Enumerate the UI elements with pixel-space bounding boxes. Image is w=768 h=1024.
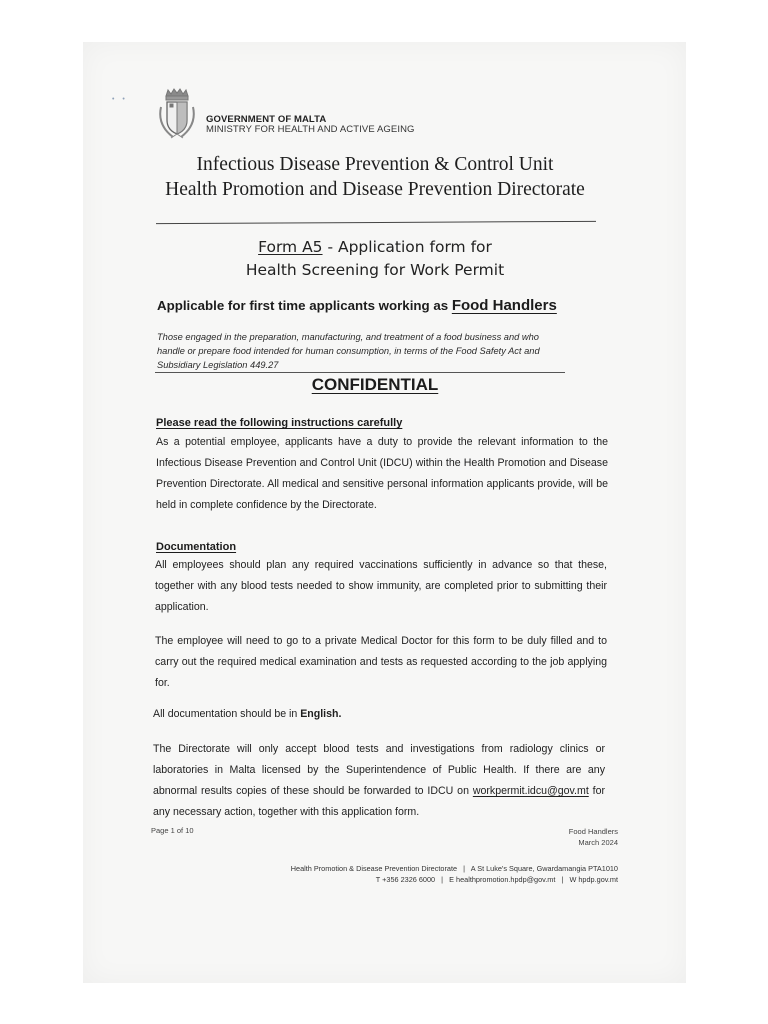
form-title-line2: Health Screening for Work Permit xyxy=(245,261,505,279)
unit-title xyxy=(140,152,610,202)
applicable-prefix: Applicable for first time applicants working as xyxy=(157,298,452,313)
labs-suffix: for any necessary action, together with this application form. xyxy=(153,785,605,818)
documentation-language xyxy=(153,704,605,725)
instructions-body: As a potential employee, applicants have a duty to provide the relevant information to the Infectious Disease Prevention and Control Unit (IDCU) within the Health Promotion and Disease Prevention Directorate. All medical and sensitive personal information applicants provide, will be held in complete confidence by the Directorate. xyxy=(156,436,608,511)
footer-doc-type: Food Handlers xyxy=(568,827,618,836)
language-prefix: All documentation should be in xyxy=(153,708,301,720)
documentation-vaccinations: All employees should plan any required vaccinations sufficiently in advance so that these, together with any blood tests needed to show immunity, are completed prior to submitting their application. xyxy=(155,559,607,613)
footer-contact-line: T +356 2326 6000 | E healthpromotion.hpdp@gov.mt | W hpdp.gov.mt xyxy=(375,874,618,884)
scan-specks: • • xyxy=(112,96,128,103)
food-handler-definition: Those engaged in the preparation, manufacturing, and treatment of a food business and who handle or prepare food intended for human consumption, in terms of the Food Safety Act and Subsidiary Legislation 449.27 xyxy=(157,332,540,370)
malta-coat-of-arms-icon xyxy=(153,87,201,143)
unit-line-2: Health Promotion and Disease Prevention Directorate xyxy=(165,179,585,200)
form-code: Form A5 xyxy=(258,238,323,256)
labs-text: The Directorate will only accept blood tests and investigations from radiology clinics or laboratories in Malta licensed by the Superintendence of Public Health. If there are any abnormal results copies of these should be forwarded to IDCU on xyxy=(153,743,605,797)
footer-address: Health Promotion & Disease Prevention Directorate | A St Luke's Square, Gwardamangia PTA1010 xyxy=(290,864,618,873)
form-title-rest: - Application form for xyxy=(322,238,492,256)
form-title xyxy=(140,236,610,282)
documentation-heading: Documentation xyxy=(156,541,237,553)
applicability-statement xyxy=(157,297,557,314)
footer-contact xyxy=(200,864,618,885)
ministry-name: MINISTRY FOR HEALTH AND ACTIVE AGEING xyxy=(206,124,415,135)
government-name: GOVERNMENT OF MALTA xyxy=(206,114,327,125)
confidential-label: CONFIDENTIAL xyxy=(311,375,439,394)
section-divider xyxy=(155,372,565,373)
unit-line-1: Infectious Disease Prevention & Control Unit xyxy=(196,154,554,175)
footer-doc-info xyxy=(500,826,618,848)
documentation-labs xyxy=(153,739,605,823)
footer-date: March 2024 xyxy=(578,838,618,847)
language-english: English. xyxy=(300,708,342,720)
instructions-heading: Please read the following instructions carefully xyxy=(156,417,403,429)
applicable-role: Food Handlers xyxy=(451,297,557,314)
page-number: Page 1 of 10 xyxy=(151,826,194,835)
workpermit-email-link[interactable]: workpermit.idcu@gov.mt xyxy=(472,785,589,797)
documentation-medical-doctor: The employee will need to go to a private Medical Doctor for this form to be duly filled and to carry out the required medical examination and tests as requested according to the job applying for. xyxy=(155,635,607,689)
